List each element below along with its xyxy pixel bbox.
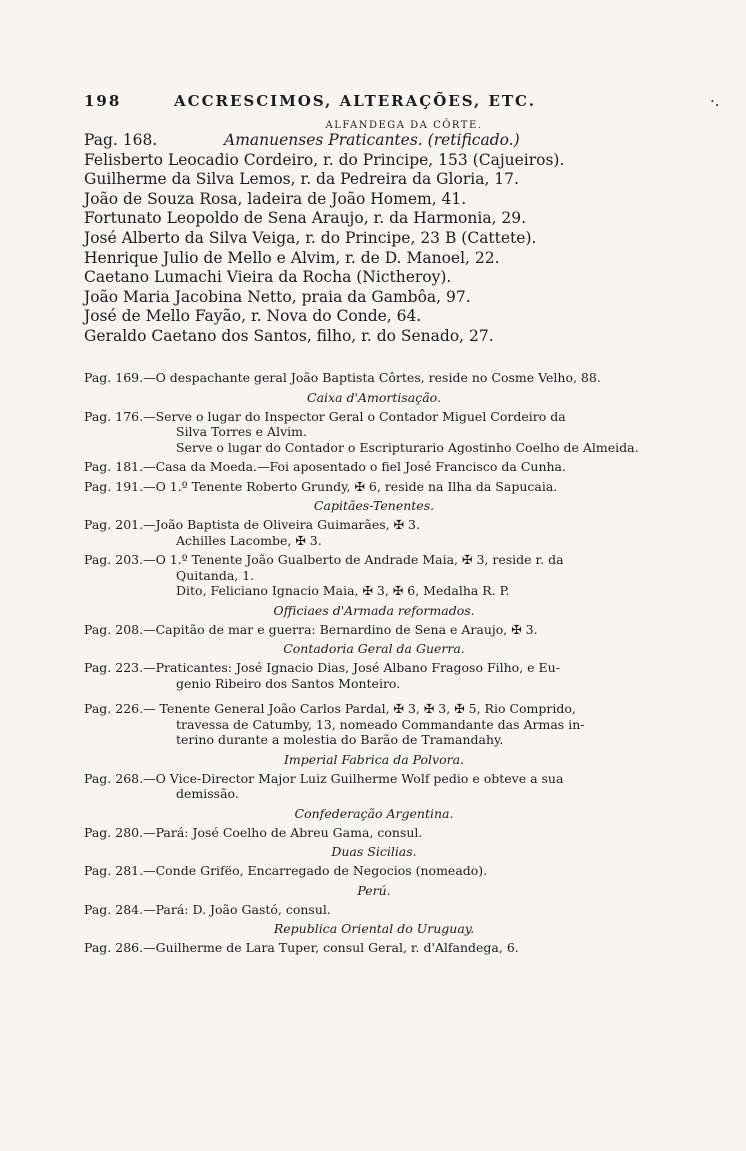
category-heading: Officiaes d'Armada reformados.: [273, 602, 475, 618]
entry-169: Pag. 169.—O despachante geral João Baptista Côrtes, reside no Cosme Velho, 88.: [84, 370, 601, 385]
entry-286: Pag. 286.—Guilherme de Lara Tuper, consul Geral, r. d'Alfandega, 6.: [84, 940, 519, 955]
name-line: Guilherme da Silva Lemos, r. da Pedreira da Gloria, 17.: [84, 170, 519, 189]
entry-line: Pag. 223.—Praticantes: José Ignacio Dias, José Albano Fragoso Filho, e Eu-: [84, 660, 560, 675]
name-line: Henrique Julio de Mello e Alvim, r. de D. Manoel, 22.: [84, 248, 500, 267]
entry-line: Pag. 268.—O Vice-Director Major Luiz Guilherme Wolf pedio e obteve a sua: [84, 770, 564, 786]
entry-168-header: [84, 131, 664, 151]
name-line: João de Souza Rosa, ladeira de João Homem, 41.: [84, 189, 467, 208]
entry-208: Pag. 208.—Capitão de mar e guerra: Bernardino de Sena e Araujo, ✠ 3.: [84, 621, 538, 637]
entry-203: [84, 552, 664, 599]
name-line: Geraldo Caetano dos Santos, filho, r. do Senado, 27.: [84, 326, 494, 345]
running-title: ACCRESCIMOS, ALTERAÇÕES, ETC.: [174, 92, 536, 110]
name-line: Caetano Lumachi Vieira da Rocha (Nictheroy).: [84, 268, 452, 287]
page-number: 198: [84, 92, 122, 110]
section-heading: ALFANDEGA DA CÔRTE.: [325, 120, 483, 131]
category-heading: Caixa d'Amortisação.: [307, 389, 441, 405]
category-heading: Duas Sicilias.: [331, 844, 417, 859]
additions-list: [84, 370, 664, 960]
entry-191: Pag. 191.—O 1.º Tenente Roberto Grundy, ✠ 6, reside na Ilha da Sapucaia.: [84, 478, 558, 494]
entry-line: demissão.: [176, 786, 239, 801]
category-heading: Capitães-Tenentes.: [313, 498, 435, 513]
entry-280: Pag. 280.—Pará: José Coelho de Abreu Gama, consul.: [84, 824, 423, 840]
entry-line: genio Ribeiro dos Santos Monteiro.: [176, 675, 401, 691]
entry-line: Pag. 226.— Tenente General João Carlos Pardal, ✠ 3, ✠ 3, ✠ 5, Rio Comprido,: [84, 701, 576, 716]
entry-226: [84, 701, 664, 748]
entry-176: [84, 409, 664, 456]
category-heading: Republica Oriental do Uruguay.: [273, 921, 475, 936]
entry-201: [84, 517, 664, 548]
entry-268: [84, 771, 664, 802]
alfandega-section: [84, 120, 664, 347]
entry-281: Pag. 281.—Conde Grifëo, Encarregado de Negocios (nomeado).: [84, 863, 488, 878]
corner-mark: ·.: [710, 92, 720, 110]
subheading: Amanuenses Praticantes. (retificado.): [224, 131, 520, 149]
entry-line: terino durante a molestia do Barão de Tramandahy.: [176, 732, 504, 747]
entry-284: Pag. 284.—Pará: D. João Gastó, consul.: [84, 901, 331, 917]
name-line: João Maria Jacobina Netto, praia da Gambôa, 97.: [84, 287, 471, 306]
category-heading: Confederação Argentina.: [294, 805, 454, 821]
entry-line: Serve o lugar do Contador o Escripturario Agostinho Coelho de Almeida.: [176, 439, 639, 455]
entry-line: Quitanda, 1.: [176, 567, 255, 583]
name-line: José Alberto da Silva Veiga, r. do Principe, 23 B (Cattete).: [84, 228, 537, 247]
entry-line: Pag. 176.—Serve o lugar do Inspector Geral o Contador Miguel Cordeiro da: [84, 408, 566, 424]
entry-line: travessa de Catumby, 13, nomeado Commandante das Armas in-: [176, 716, 585, 732]
entry-223: [84, 660, 664, 691]
entry-line: Achilles Lacombe, ✠ 3.: [176, 532, 322, 548]
entry-line: Dito, Feliciano Ignacio Maia, ✠ 3, ✠ 6, Medalha R. P.: [176, 583, 510, 598]
category-heading: Imperial Fabrica da Polvora.: [283, 751, 465, 767]
entry-line: Pag. 201.—João Baptista de Oliveira Guimarães, ✠ 3.: [84, 517, 420, 532]
name-line: Felisberto Leocadio Cordeiro, r. do Principe, 153 (Cajueiros).: [84, 150, 565, 169]
name-line: José de Mello Fayão, r. Nova do Conde, 64.: [84, 307, 422, 326]
category-heading: Perú.: [357, 882, 391, 898]
name-line: Fortunato Leopoldo de Sena Araujo, r. da Harmonia, 29.: [84, 209, 527, 228]
entry-line: Pag. 203.—O 1.º Tenente João Gualberto de Andrade Maia, ✠ 3, reside r. da: [84, 552, 564, 567]
entry-181: Pag. 181.—Casa da Moeda.—Foi aposentado o fiel José Francisco da Cunha.: [84, 459, 566, 474]
entry-line: Silva Torres e Alvim.: [176, 424, 307, 439]
page-ref: Pag. 168.: [84, 131, 158, 149]
category-heading: Contadoria Geral da Guerra.: [283, 641, 465, 656]
